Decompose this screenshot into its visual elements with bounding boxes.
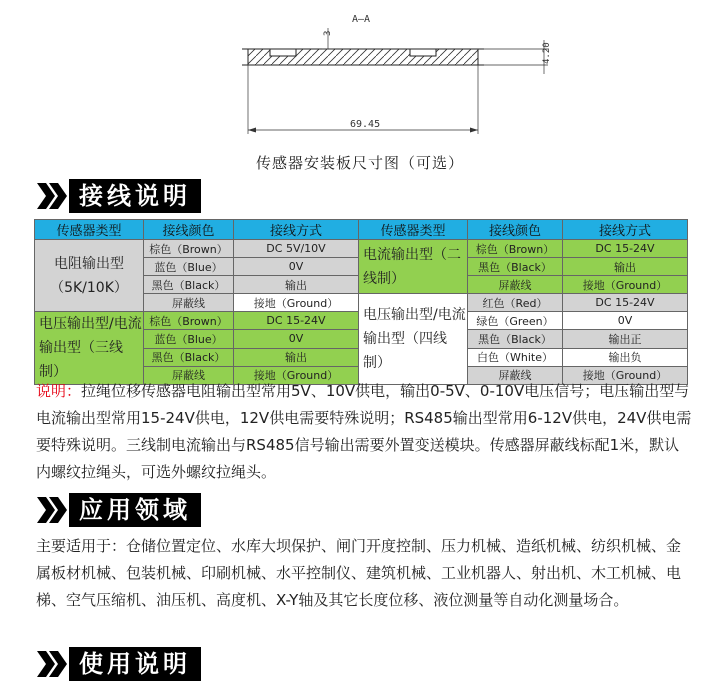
table-header-row: [35, 220, 688, 240]
section-header-usage: [35, 646, 201, 682]
note-paragraph: [36, 378, 692, 486]
wiring-method-cell: DC 15-24V: [563, 240, 688, 258]
wire-color-cell: 蓝色（Blue）: [144, 258, 234, 276]
dim-right: 4.20: [542, 42, 552, 64]
note-label: 说明：: [36, 382, 82, 400]
section-header-wiring: [35, 178, 201, 214]
wire-color-cell: 黑色（Black）: [144, 348, 234, 366]
section-label: A—A: [352, 14, 371, 25]
wiring-method-cell: 输出负: [563, 348, 688, 366]
sensor-type-cell: 电阻输出型（5K/10K）: [35, 240, 144, 312]
double-chevron-icon: [35, 178, 69, 214]
wire-color-cell: 白色（White）: [468, 348, 563, 366]
wiring-method-cell: 0V: [234, 258, 359, 276]
sensor-type-cell: 电流输出型（二线制）: [359, 240, 468, 294]
wiring-method-cell: DC 15-24V: [563, 294, 688, 312]
sensor-type-cell: 电压输出型/电流输出型（四线制）: [359, 294, 468, 385]
wire-color-cell: 红色（Red）: [468, 294, 563, 312]
wire-color-cell: 棕色（Brown）: [468, 240, 563, 258]
wiring-method-cell: 输出正: [563, 330, 688, 348]
section-header-application: [35, 492, 201, 528]
section-title-usage: 使用说明: [69, 647, 201, 681]
wiring-method-cell: 0V: [563, 312, 688, 330]
left-slot: [270, 49, 296, 56]
note-text: 拉绳位移传感器电阻输出型常用5V、10V供电，输出0-5V、0-10V电压信号；电压输出型与电流输出型常用15-24V供电，12V供电需要特殊说明；RS485输出型常用6-12V供电，24V供电需要特殊说明。三线制电流输出与RS485信号输出需要外置变送模块。传感器屏蔽线标配1米，默认内螺纹拉绳头，可选外螺纹拉绳头。: [36, 382, 692, 481]
wiring-method-cell: 接地（Ground）: [563, 276, 688, 294]
wiring-table: [34, 219, 688, 385]
wiring-method-cell: 输出: [234, 276, 359, 294]
table-header: 接线颜色: [468, 220, 563, 240]
wiring-method-cell: 输出: [234, 348, 359, 366]
wiring-method-cell: 输出: [563, 258, 688, 276]
section-title-wiring: 接线说明: [69, 179, 201, 213]
table-header: 接线颜色: [144, 220, 234, 240]
double-chevron-icon: [35, 646, 69, 682]
table-header: 传感器类型: [35, 220, 144, 240]
dim-bottom: 69.45: [350, 119, 381, 130]
wire-color-cell: 屏蔽线: [144, 294, 234, 312]
double-chevron-icon: [35, 492, 69, 528]
wiring-method-cell: DC 15-24V: [234, 312, 359, 330]
wire-color-cell: 黑色（Black）: [468, 258, 563, 276]
wire-color-cell: 棕色（Brown）: [144, 312, 234, 330]
table-row: [35, 240, 688, 258]
wire-color-cell: 屏蔽线: [468, 366, 563, 384]
wire-color-cell: 蓝色（Blue）: [144, 330, 234, 348]
wire-color-cell: 黑色（Black）: [144, 276, 234, 294]
wiring-method-cell: 接地（Ground）: [234, 294, 359, 312]
wiring-method-cell: 0V: [234, 330, 359, 348]
right-slot: [410, 49, 436, 56]
mounting-plate-drawing: [0, 0, 720, 150]
wiring-method-cell: DC 5V/10V: [234, 240, 359, 258]
drawing-caption: 传感器安装板尺寸图（可选）: [255, 154, 464, 172]
wire-color-cell: 屏蔽线: [468, 276, 563, 294]
application-paragraph: 主要适用于：仓储位置定位、水库大坝保护、闸门开度控制、压力机械、造纸机械、纺织机械、金属板材机械、包装机械、印刷机械、水平控制仪、建筑机械、工业机器人、射出机、木工机械、电梯、空气压缩机、油压机、高度机、X-Y轴及其它长度位移、液位测量等自动化测量场合。: [36, 537, 682, 609]
section-title-application: 应用领域: [69, 493, 201, 527]
table-header: 接线方式: [563, 220, 688, 240]
table-header: 接线方式: [234, 220, 359, 240]
wiring-method-cell: 接地（Ground）: [234, 366, 359, 384]
sensor-type-cell: 电压输出型/电流输出型（三线制）: [35, 312, 144, 385]
wire-color-cell: 黑色（Black）: [468, 330, 563, 348]
wire-color-cell: 屏蔽线: [144, 366, 234, 384]
dim-top: 3: [323, 30, 333, 36]
wire-color-cell: 绿色（Green）: [468, 312, 563, 330]
table-header: 传感器类型: [359, 220, 468, 240]
wiring-method-cell: 接地（Ground）: [563, 366, 688, 384]
wire-color-cell: 棕色（Brown）: [144, 240, 234, 258]
